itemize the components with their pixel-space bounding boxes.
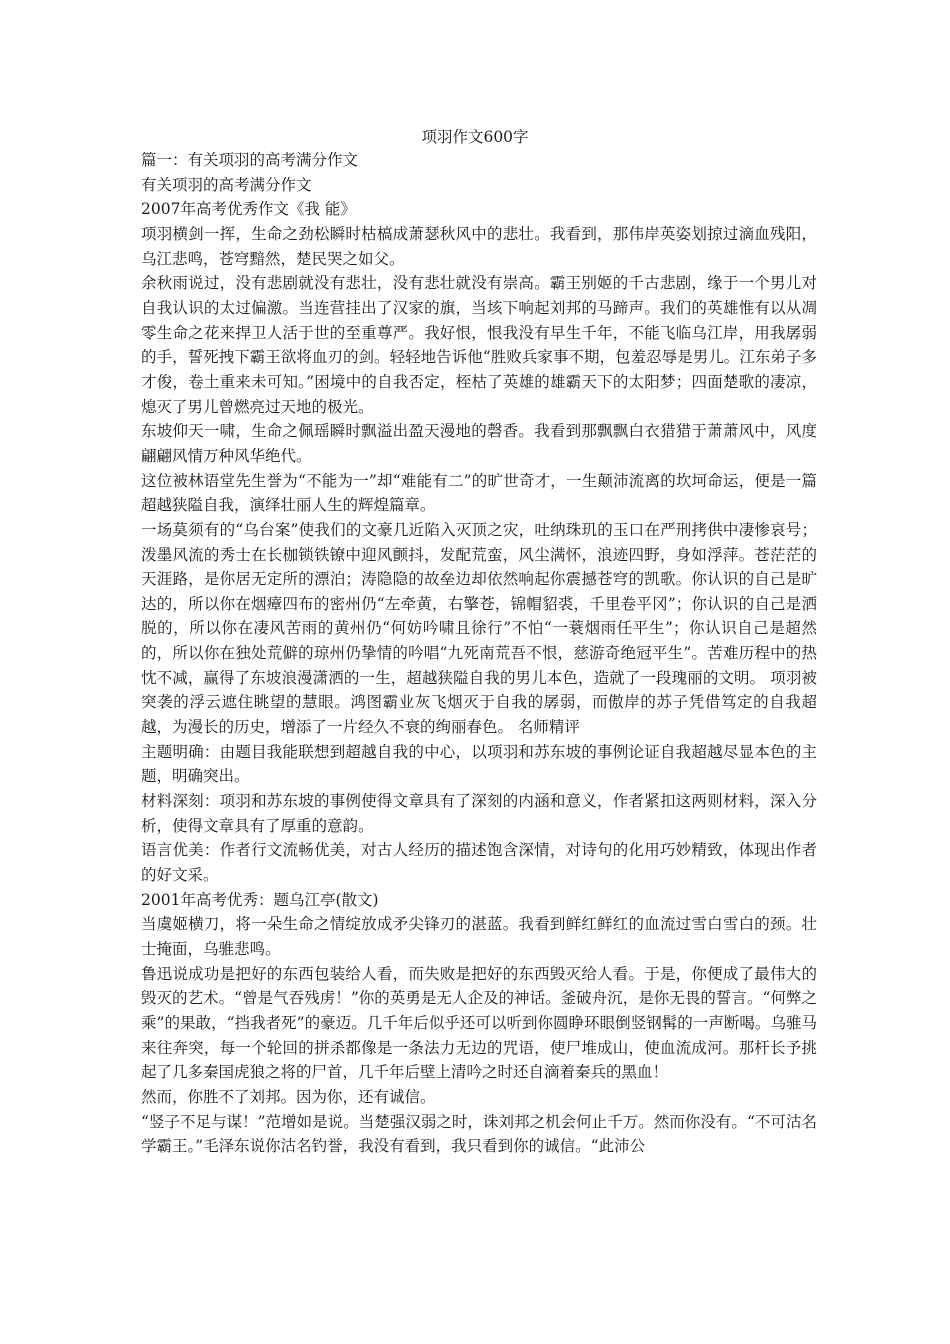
paragraph: 鲁迅说成功是把好的东西包装给人看，而失败是把好的东西毁灭给人看。于是，你便成了最伟大的毁灭的艺术。“曾是气吞残虏！”你的英勇是无人企及的神话。釜破舟沉，是你无畏的誓言。“何弊之乘”的果敢，“挡我者死”的豪迈。几千年后似乎还可以听到你圆睁环眼倒竖钢髯的一声断喝。乌骓马来往奔突，每一个轮回的拼杀都像是一条法力无边的咒语，使尸堆成山，使血流成河。那杆长予挑起了几多秦国虎狼之将的尸首，几千年后壁上清吟之时还自滴着秦兵的黑血！ [141, 964, 817, 1082]
article-heading: 有关项羽的高考满分作文 [141, 175, 312, 194]
paragraph: “竖子不足与谋！”范增如是说。当楚强汉弱之时，诛刘邦之机会何止千万。然而你没有。“不可沽名学霸王。”毛泽东说你沽名钓誉，我没有看到，我只看到你的诚信。“此沛公 [141, 1112, 817, 1156]
paragraph: 这位被林语堂先生誉为“不能为一”却“难能有二”的旷世奇才，一生颠沛流离的坎坷命运，便是一篇超越狭隘自我，演绎壮丽人生的辉煌篇章。 [141, 471, 817, 515]
paragraph: 余秋雨说过，没有悲剧就没有悲壮，没有悲壮就没有崇高。霸王别姬的千古悲剧，缘于一个男儿对自我认识的太过偏激。当连营挂出了汉家的旗，当垓下响起刘邦的马蹄声。我们的英雄惟有以从凋零生命之花来捍卫人活于世的至重尊严。我好恨，恨我没有早生千年，不能飞临乌江岸，用我孱弱的手，誓死拽下霸王欲将血刃的剑。轻轻地告诉他“胜败兵家事不期，包羞忍辱是男儿。江东弟子多才俊，卷土重来未可知。”困境中的自我否定，桎枯了英雄的雄霸天下的太阳梦；四面楚歌的凄凉，熄灭了男儿曾燃亮过天地的极光。 [141, 274, 817, 416]
document-title: 项羽作文600字 [421, 128, 529, 146]
paragraph: 项羽横剑一挥，生命之劲松瞬时枯槁成萧瑟秋风中的悲壮。我看到，那伟岸英姿划掠过滴血残阳，乌江悲鸣，苍穹黯然，楚民哭之如父。 [141, 224, 817, 268]
comment-paragraph: 语言优美：作者行文流畅优美，对古人经历的描述饱含深情，对诗句的化用巧妙精致，体现出作者的好文采。 [141, 841, 817, 885]
section-heading: 篇一：有关项羽的高考满分作文 [141, 151, 359, 169]
comment-paragraph: 材料深刻：项羽和苏东坡的事例使得文章具有了深刻的内涵和意义，作者紧扣这两则材料，深入分析，使得文章具有了厚重的意韵。 [141, 792, 817, 835]
paragraph: 一场莫须有的“乌台案”使我们的文豪几近陷入灭顶之灾，吐纳珠玑的玉口在严刑拷供中凄惨哀号；泼墨风流的秀士在长枷锁铁镣中迎风颤抖，发配荒蛮，风尘满怀，浪迹四野，身如浮萍。苍茫茫的天涯路，是你居无定所的漂泊；涛隐隐的故垒边却依然响起你震撼苍穹的凯歌。你认识的自己是旷达的，所以你在烟瘴四布的密州仍“左牵黄，右擎苍，锦帽貂裘，千里卷平冈”；你认识的自己是洒脱的，所以你在凄风苦雨的黄州仍“何妨吟啸且徐行”不怕“一蓑烟雨任平生”；你认识自己是超然的，所以你在独处荒僻的琼州仍挚情的吟唱“九死南荒吾不恨，慈游奇绝冠平生”。苦难历程中的热忱不减，赢得了东坡浪漫潇洒的一生，超越狭隘自我的男儿本色，造就了一段瑰丽的文明。 项羽被突袭的浮云遮住眺望的慧眼。鸿图霸业灰飞烟灭于自我的孱弱，而傲岸的苏子凭借笃定的自我超越，为漫长的历史，增添了一片经久不衰的绚丽春色。 名师精评 [141, 520, 817, 737]
paragraph: 然而，你胜不了刘邦。因为你，还有诚信。 [141, 1087, 436, 1106]
comment-paragraph: 主题明确：由题目我能联想到超越自我的中心，以项羽和苏东坡的事例论证自我超越尽显本色的主题，明确突出。 [141, 742, 817, 786]
document-body [141, 148, 817, 1159]
paragraph: 东坡仰天一啸，生命之佩瑶瞬时飘溢出盈天漫地的磬香。我看到那飘飘白衣猎猎于萧萧风中，风度翩翩风情万种风华绝代。 [141, 422, 817, 465]
essay-title: 2001年高考优秀：题乌江亭(散文) [141, 890, 379, 909]
essay-title: 2007年高考优秀作文《我 能》 [141, 200, 356, 219]
paragraph: 当虞姬横刀，将一朵生命之情绽放成矛尖锋刃的湛蓝。我看到鲜红鲜红的血流过雪白雪白的颈。壮士掩面，乌骓悲鸣。 [141, 915, 817, 958]
